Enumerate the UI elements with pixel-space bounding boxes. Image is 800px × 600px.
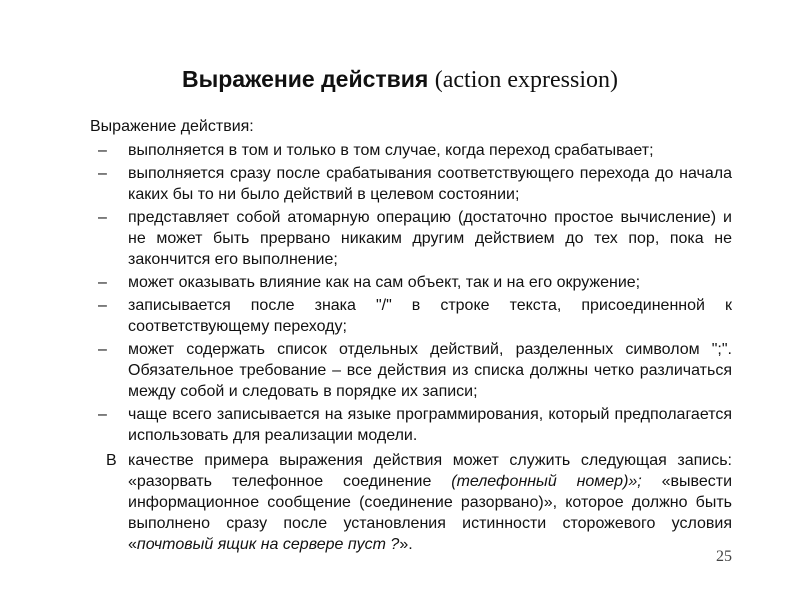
dash-marker: –: [98, 209, 107, 226]
list-item-text: может содержать список отдельных действий, разделенных символом ";". Обязательное требование – все действия из списка должны четко различаться между собой и следовать в порядке их записи;: [128, 341, 732, 400]
slide-title: [0, 64, 800, 95]
example-text-2: (телефонный номер)»;: [451, 473, 642, 490]
example-text-1: качестве примера выражения действия может служить следующая запись: «разорвать телефонное соединение: [128, 452, 732, 490]
list-item-text: выполняется в том и только в том случае, когда переход срабатывает;: [128, 142, 654, 159]
dash-marker: –: [98, 142, 107, 159]
list-item: [90, 404, 732, 446]
dash-marker: –: [98, 165, 107, 182]
list-item-text: выполняется сразу после срабатывания соответствующего перехода до начала каких бы то ни было действий в целевом состоянии;: [128, 165, 732, 203]
list-item-text: может оказывать влияние как на сам объект, так и на его окружение;: [128, 274, 641, 291]
example-text-3: «вывести информационное сообщение (соединение разорвано)», которое должно быть выполнено сразу после установления истинности сторожевого условия «: [128, 473, 733, 553]
example-text-4: почтовый ящик на сервере пуст ?: [136, 536, 400, 553]
example-lead-word: В: [106, 452, 117, 469]
list-item: [90, 295, 732, 337]
list-item: [90, 272, 732, 293]
list-item: [90, 207, 732, 270]
bullet-list: [90, 140, 732, 446]
example-text-5: ».: [399, 536, 413, 553]
list-item-text: чаще всего записывается на языке программирования, который предполагается использовать для реализации модели.: [128, 406, 732, 444]
slide-body: [90, 116, 732, 555]
dash-marker: –: [98, 297, 107, 314]
intro-text: Выражение действия:: [90, 118, 254, 135]
list-item-text: записывается после знака "/" в строке текста, присоединенной к соответствующему переходу;: [128, 297, 732, 335]
dash-marker: –: [98, 406, 107, 423]
dash-marker: –: [98, 274, 107, 291]
slide-title-main: Выражение действия: [181, 66, 429, 92]
list-item: [90, 163, 732, 205]
dash-marker: –: [98, 341, 107, 358]
example-paragraph: [90, 450, 732, 555]
list-item: [90, 140, 732, 161]
list-item: [90, 339, 732, 402]
list-item-text: представляет собой атомарную операцию (достаточно простое вычисление) и не может быть прервано никаким другим действием до тех пор, пока не закончится его выполнение;: [128, 209, 732, 268]
slide-title-english: (action expression): [434, 67, 619, 93]
page-number: 25: [716, 548, 732, 565]
